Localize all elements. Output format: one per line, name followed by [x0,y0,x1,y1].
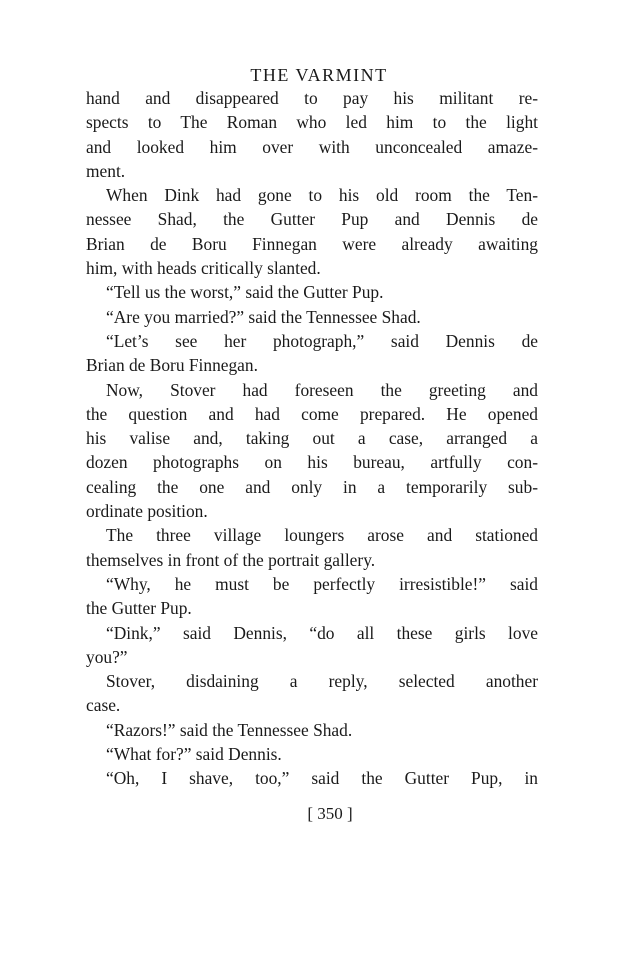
text-line: The three village loungers arose and stationed [106,525,538,546]
text-line: him, with heads critically slanted. [86,258,321,279]
text-line: nessee Shad, the Gutter Pup and Dennis de [86,209,538,230]
text-line: “Razors!” said the Tennessee Shad. [106,719,353,740]
text-line: hand and disappeared to pay his militant re- [86,88,538,108]
text-line: When Dink had gone to his old room the Ten- [106,185,538,206]
text-line: Brian de Boru Finnegan. [86,355,258,376]
text-line: “Dink,” said Dennis, “do all these girls love [106,622,538,643]
book-page [86,64,538,823]
text-line: the Gutter Pup. [86,598,192,619]
text-line: Brian de Boru Finnegan were already awaiting [86,233,538,254]
text-line: spects to The Roman who led him to the light [86,112,538,133]
text-line: themselves in front of the portrait gallery. [86,549,376,570]
text-line: “Oh, I shave, too,” said the Gutter Pup, in [106,768,538,789]
page-number: [ 350 ] [307,804,353,823]
text-line: “What for?” said Dennis. [106,744,282,765]
text-line: cealing the one and only in a temporarily sub- [86,476,538,497]
text-line: “Let’s see her photograph,” said Dennis de [106,330,538,351]
text-line: “Why, he must be perfectly irresistible!” said [106,573,538,594]
text-line: Stover, disdaining a reply, selected another [106,671,538,692]
text-line: ment. [86,160,126,181]
text-line: dozen photographs on his bureau, artfully con- [86,452,538,473]
text-line: case. [86,695,121,716]
text-line: and looked him over with unconcealed amaze- [86,136,538,157]
text-line: ordinate position. [86,501,208,522]
text-line: the question and had come prepared. He opened [86,403,538,424]
text-line: “Tell us the worst,” said the Gutter Pup. [106,282,384,303]
text-line: Now, Stover had foreseen the greeting and [106,379,538,400]
running-head: THE VARMINT [250,65,388,85]
text-line: you?” [86,646,128,667]
text-line: his valise and, taking out a case, arranged a [86,428,538,449]
body-text [86,86,538,791]
text-line: “Are you married?” said the Tennessee Shad. [106,306,421,327]
